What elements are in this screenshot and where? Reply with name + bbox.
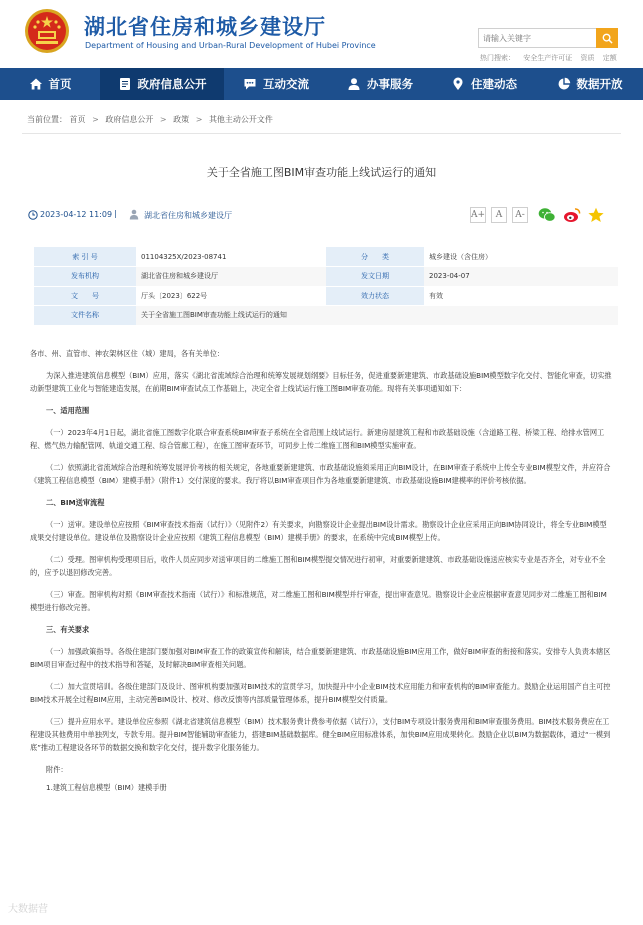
publisher-icon — [129, 209, 139, 220]
info-value: 厅头〔2023〕622号 — [136, 286, 326, 306]
info-key: 发布机构 — [34, 267, 136, 287]
nav-open-data[interactable] — [536, 68, 643, 100]
pin-icon — [451, 77, 465, 91]
publisher-source: 湖北省住房和城乡建设厅 — [144, 211, 232, 220]
info-key: 效力状态 — [326, 286, 424, 306]
national-emblem-icon — [24, 8, 70, 54]
paragraph: （一）送审。建设单位应按照《BIM审查技术指南（试行）》（见附件2）有关要求，向勘察设计企业提出BIM设计需求。勘察设计企业应采用正向BIM协同设计，将全专业BIM模型成果交付建设单位。建设单位及勘察设计企业应按照《建筑工程信息模型（BIM）建模手册》的要求，在系统中完成BIM模型上传。 — [30, 520, 607, 542]
breadcrumb-item[interactable]: 首页 — [69, 115, 86, 124]
paragraph: （一）加强政策指导。各级住建部门要加强对BIM审查工作的政策宣传和解读，结合重要新建建筑、市政基础设施BIM应用工作，做好BIM审查的衔接和落实。安排专人负责本辖区BIM项目审查过程中的技术指导和答疑，及时解决BIM审查相关问题。 — [30, 647, 611, 669]
table-row — [34, 247, 618, 267]
chat-icon — [243, 77, 257, 91]
info-key: 文件名称 — [34, 306, 136, 326]
site-header — [0, 0, 643, 68]
wechat-share-icon[interactable] — [538, 207, 556, 223]
font-size-small-label: A- — [515, 210, 525, 220]
font-size-small-button[interactable] — [512, 207, 528, 223]
font-size-large-button[interactable] — [470, 207, 486, 223]
paragraph: （二）依照湖北省流域综合治理和统筹发展评价考核的相关规定，各地重要新建建筑、市政基础设施须采用正向BIM设计，在BIM审查子系统中上传全专业BIM模型文件，并应符合《建筑工程信息模型（BIM）建模手册》（附件1）交付深度的要求。我厅将以BIM审查项目作为各地重要新建建筑、市政基础设施BIM建模率的评价考核依据。 — [30, 463, 611, 485]
breadcrumb-item[interactable]: 其他主动公开文件 — [208, 115, 273, 124]
info-key: 发文日期 — [326, 267, 424, 287]
nav-label: 政府信息公开 — [137, 77, 207, 91]
hot-search-label: 热门搜索： — [480, 54, 515, 62]
breadcrumb — [27, 114, 273, 125]
home-icon — [29, 77, 43, 91]
watermark: 大数据营 — [8, 904, 48, 915]
paragraph: （二）受理。图审机构受理项目后，收件人员应同步对送审项目的二维施工图和BIM模型提交情况进行初审，对重要新建建筑、市政基础设施送应核实专业是否齐全，对专业不全的，应予以退回修改完善。 — [30, 555, 606, 577]
section-heading: 二、BIM送审流程 — [46, 498, 105, 507]
search-box — [478, 28, 618, 48]
attachment-label: 附件： — [46, 765, 68, 774]
paragraph: （二）加大宣贯培训。各级住建部门及设计、图审机构要加强对BIM技术的宣贯学习，加快提升中小企业BIM技术应用能力和审查机构的BIM审查能力。鼓励企业运用国产自主可控BIM技术开展全过程BIM应用，主动完善BIM设计、校对、修改反馈等内部质量管理体系，提升BIM模型交付质量。 — [30, 682, 611, 704]
nav-services[interactable] — [328, 68, 432, 100]
search-button[interactable] — [596, 28, 618, 48]
attachment-link[interactable]: 1.建筑工程信息模型（BIM）建模手册 — [46, 783, 167, 792]
info-value: 关于全省施工图BIM审查功能上线试运行的通知 — [136, 306, 618, 326]
pie-chart-icon — [557, 77, 571, 91]
article-title: 关于全省施工图BIM审查功能上线试运行的通知 — [206, 166, 437, 179]
font-size-medium-button[interactable] — [491, 207, 507, 223]
nav-label: 数据开放 — [576, 77, 623, 91]
font-size-medium-label: A — [495, 210, 503, 220]
font-size-large-label: A+ — [470, 210, 486, 220]
info-value: 01104325X/2023-08741 — [136, 247, 326, 267]
nav-gov-info[interactable] — [100, 68, 224, 100]
site-subtitle: Department of Housing and Urban-Rural Development of Hubei Province — [85, 41, 376, 50]
table-row — [34, 306, 618, 326]
paragraph: （一）2023年4月1日起，湖北省施工图数字化联合审查系统BIM审查子系统在全省范围上线试运行。新建房屋建筑工程和市政基础设施（含道路工程、桥梁工程、给排水管网工程、燃气热力输配管网、轨道交通工程、综合管廊工程），在施工图审查环节，可同步上传二维施工图和BIM模型实施审查。 — [30, 428, 605, 450]
table-row — [34, 286, 618, 306]
section-heading: 三、有关要求 — [46, 625, 90, 634]
nav-home[interactable] — [0, 68, 100, 100]
document-info-table — [34, 247, 618, 326]
publish-date: 2023-04-12 11:09 — [40, 210, 113, 219]
nav-interaction[interactable] — [224, 68, 328, 100]
section-heading: 一、适用范围 — [46, 406, 90, 415]
hot-search — [480, 53, 623, 63]
main-nav — [0, 68, 643, 100]
nav-label: 互动交流 — [263, 77, 309, 91]
nav-label: 首页 — [48, 77, 72, 91]
hot-search-item[interactable]: 安全生产许可证 — [523, 54, 573, 62]
site-title[interactable]: 湖北省住房和城乡建设厅 — [84, 15, 326, 39]
document-icon — [118, 77, 132, 91]
search-input[interactable] — [479, 29, 597, 47]
info-key: 文 号 — [34, 286, 136, 306]
search-icon — [602, 33, 613, 44]
article-meta — [22, 204, 621, 232]
breadcrumb-separator: > — [195, 115, 203, 124]
salutation: 各市、州、直管市、神农架林区住（城）建局，各有关单位： — [30, 349, 225, 358]
info-value: 2023-04-07 — [424, 267, 618, 287]
favorite-star-icon[interactable] — [587, 207, 605, 223]
nav-news[interactable] — [432, 68, 536, 100]
info-value: 城乡建设（含住房） — [424, 247, 618, 267]
breadcrumb-label: 当前位置： — [27, 115, 67, 124]
hot-search-item[interactable]: 定额 — [602, 54, 617, 62]
article-body — [30, 347, 612, 803]
table-row — [34, 267, 618, 287]
breadcrumb-separator: > — [159, 115, 167, 124]
clock-icon — [28, 210, 38, 220]
paragraph: 为深入推进建筑信息模型（BIM）应用，落实《湖北省流域综合治理和统筹发展规划纲要》目标任务，促进重要新建建筑、市政基础设施BIM模型数字化交付、智能化审查，切实推动新型建筑工业化与智能建造发展，在前期BIM审查试点工作基础上，决定全省上线试运行施工图BIM审查功能。现将有关事项通知如下： — [30, 371, 612, 393]
hot-search-item[interactable]: 资质 — [580, 54, 595, 62]
meta-separator: | — [114, 209, 117, 218]
article-container — [22, 133, 621, 923]
breadcrumb-item[interactable]: 政府信息公开 — [105, 115, 154, 124]
person-icon — [347, 77, 361, 91]
weibo-share-icon[interactable] — [563, 207, 581, 223]
info-value: 湖北省住房和城乡建设厅 — [136, 267, 326, 287]
paragraph: （三）提升应用水平。建设单位应参照《湖北省建筑信息模型（BIM）技术服务费计费参考依据（试行）》，支付BIM专项设计服务费用和BIM审查服务费用。BIM技术服务费应在工程建设其他费用中单独列支，专款专用。提升BIM智能辅助审查能力，搭建BIM基础数据库。健全BIM应用标准体系，加快BIM应用成果转化。鼓励企业以BIM为数据载体，通过“一模到底”推动工程建设各环节的数据交换和数字化交付，提升数字化服务能力。 — [30, 717, 611, 752]
breadcrumb-item[interactable]: 政策 — [173, 115, 190, 124]
paragraph: （三）审查。图审机构对照《BIM审查技术指南（试行）》和标准规范，对二维施工图和BIM模型并行审查，提出审查意见。勘察设计企业应根据审查意见同步对二维施工图和BIM模型进行修改完善。 — [30, 590, 607, 612]
nav-label: 办事服务 — [367, 77, 413, 91]
info-key: 分 类 — [326, 247, 424, 267]
info-value: 有效 — [424, 286, 618, 306]
nav-label: 住建动态 — [471, 77, 517, 91]
info-key: 索 引 号 — [34, 247, 136, 267]
breadcrumb-separator: > — [92, 115, 99, 124]
